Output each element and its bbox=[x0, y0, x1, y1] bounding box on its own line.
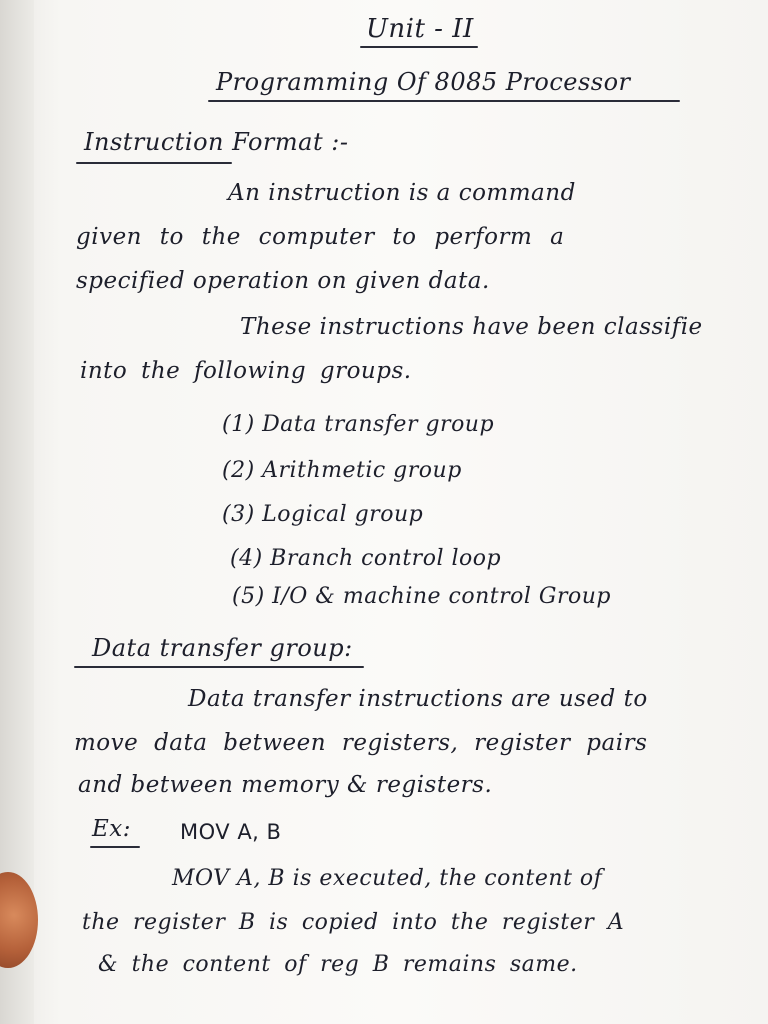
data-transfer-underline bbox=[74, 666, 364, 668]
example-underline bbox=[90, 846, 140, 848]
group-list-item: (5) I/O & machine control Group bbox=[232, 584, 612, 609]
unit-heading: Unit - II bbox=[366, 14, 474, 44]
example-label: Ex: bbox=[92, 816, 132, 842]
data-transfer-heading: Data transfer group: bbox=[92, 634, 353, 662]
paragraph-line: move data between registers, register pairs bbox=[74, 730, 648, 756]
page-edge bbox=[0, 0, 34, 1024]
instruction-format-underline bbox=[76, 162, 232, 164]
paragraph-line: given to the computer to perform a bbox=[76, 224, 565, 250]
group-list-item: (1) Data transfer group bbox=[222, 412, 495, 437]
paragraph-line: specified operation on given data. bbox=[76, 268, 490, 294]
paragraph-line: Data transfer instructions are used to bbox=[188, 686, 648, 712]
paragraph-line: and between memory & registers. bbox=[78, 772, 493, 798]
paragraph-line: into the following groups. bbox=[80, 358, 412, 384]
paragraph-line: & the content of reg B remains same. bbox=[98, 952, 578, 977]
chapter-title: Programming Of 8085 Processor bbox=[216, 68, 631, 96]
paragraph-line: An instruction is a command bbox=[228, 180, 576, 206]
paragraph-line: These instructions have been classifie bbox=[240, 314, 703, 340]
example-code: MOV A, B bbox=[180, 820, 282, 844]
group-list-item: (3) Logical group bbox=[222, 502, 424, 527]
instruction-format-heading: Instruction Format :- bbox=[84, 128, 349, 156]
paragraph-line: MOV A, B is executed, the content of bbox=[172, 866, 603, 891]
title-underline bbox=[208, 100, 680, 102]
group-list-item: (4) Branch control loop bbox=[230, 546, 502, 571]
unit-underline bbox=[360, 46, 478, 48]
group-list-item: (2) Arithmetic group bbox=[222, 458, 462, 483]
paragraph-line: the register B is copied into the register A bbox=[82, 910, 625, 935]
